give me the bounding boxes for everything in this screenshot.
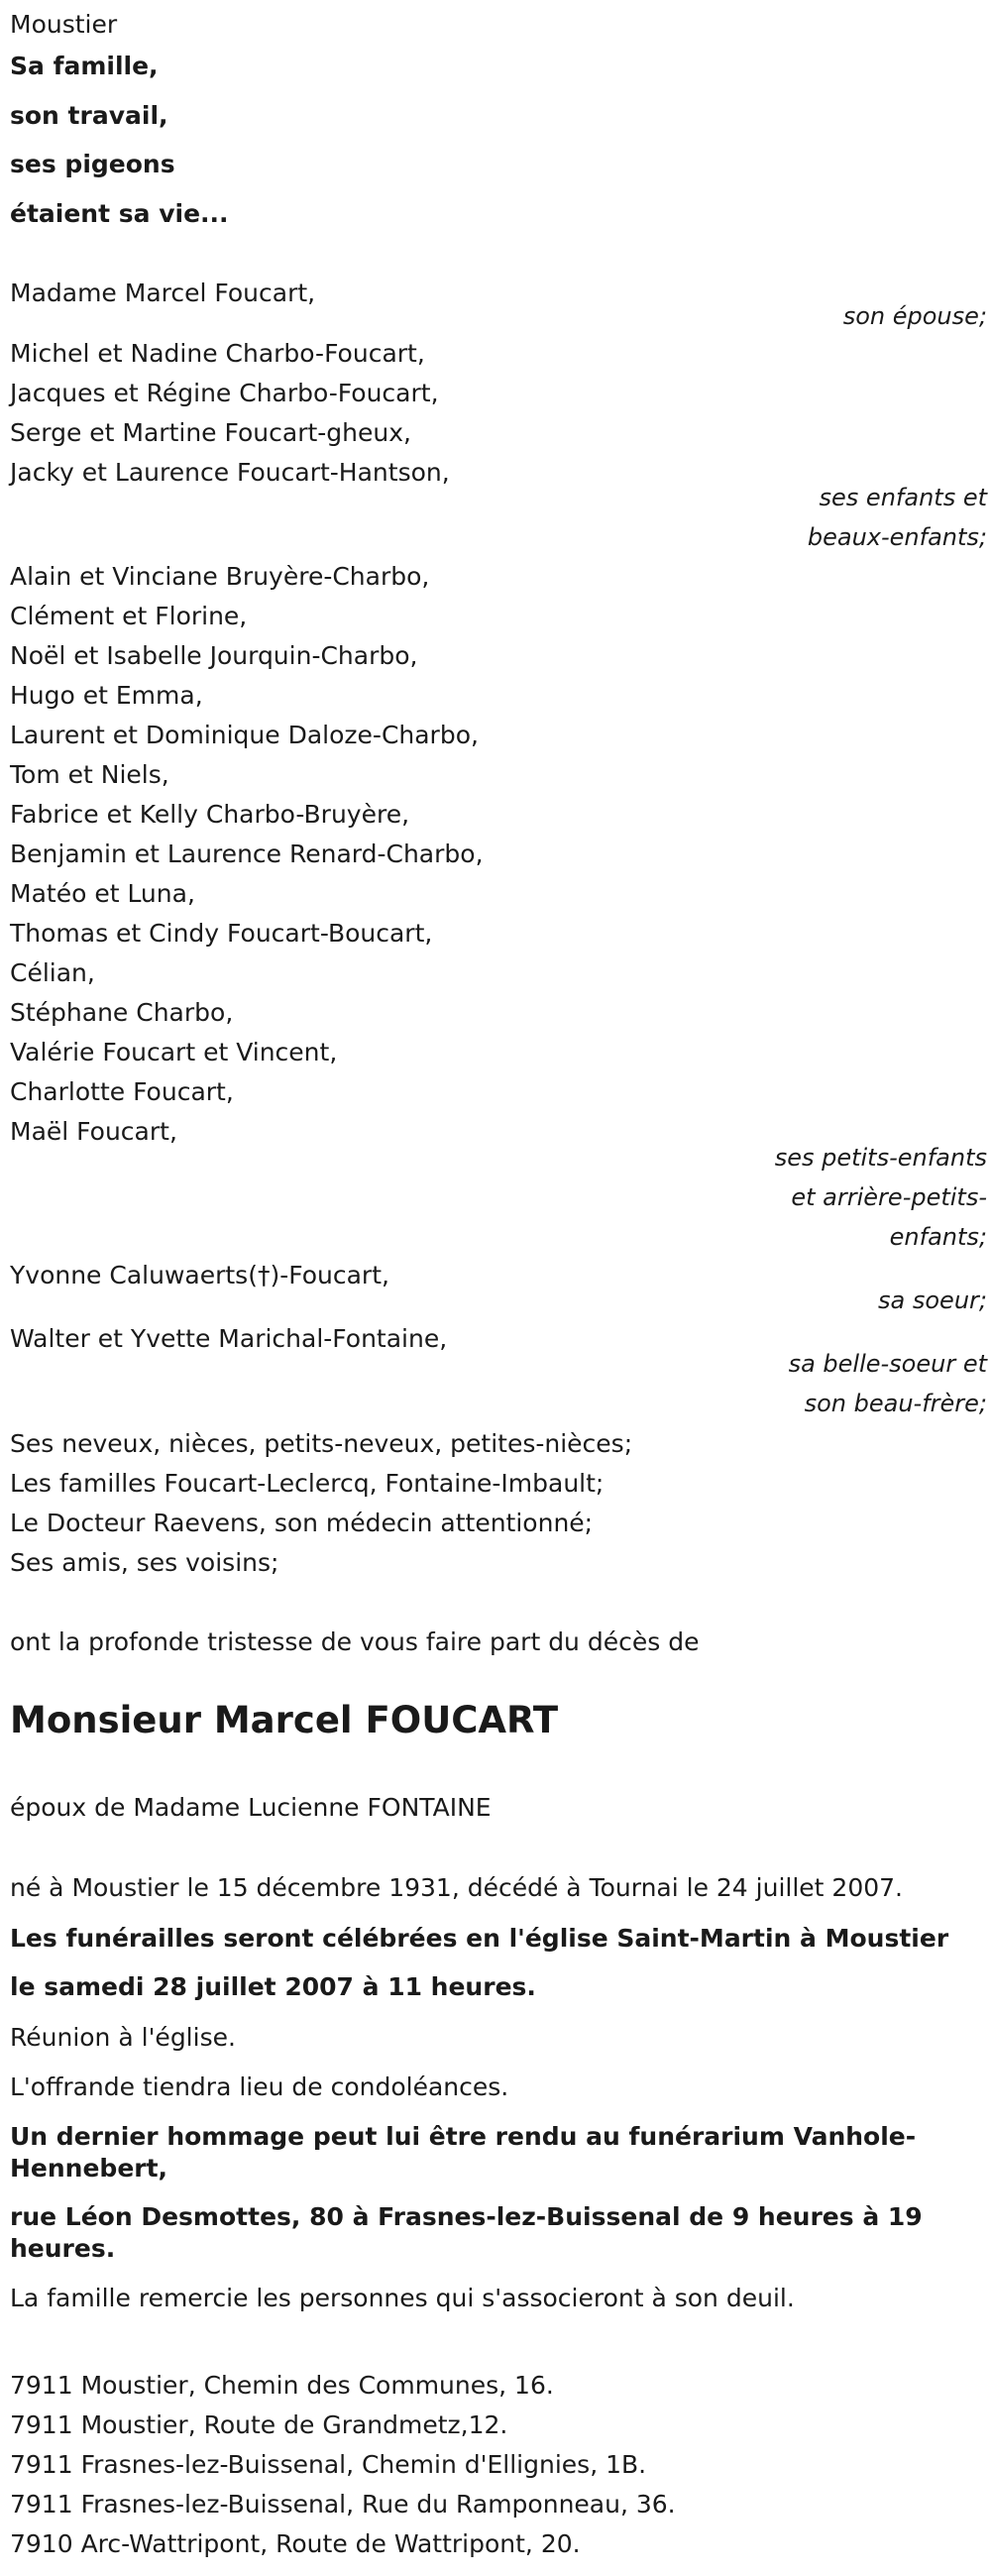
- grandchild-name: Clément et Florine,: [10, 602, 248, 630]
- tribute-info: rue Léon Desmottes, 80 à Frasnes-lez-Buissenal de 9 heures à 19: [10, 2202, 923, 2231]
- grandchild-name: Thomas et Cindy Foucart-Boucart,: [10, 919, 433, 948]
- sister-role: [878, 1281, 987, 1320]
- address-line: 7911 Moustier, Chemin des Communes, 16.: [10, 2371, 554, 2400]
- other-mourners: Le Docteur Raevens, son médecin attentionné;: [10, 1509, 594, 1537]
- role-line: beaux-enfants;: [807, 523, 987, 551]
- other-mourners: Les familles Foucart-Leclercq, Fontaine-Imbault;: [10, 1469, 605, 1498]
- grandchild-name: Alain et Vinciane Bruyère-Charbo,: [10, 562, 430, 591]
- offering-text: L'offrande tiendra lieu de condoléances.: [10, 2072, 509, 2101]
- in-laws-name: Walter et Yvette Marichal-Fontaine,: [10, 1324, 448, 1353]
- grandchild-name: Tom et Niels,: [10, 760, 169, 789]
- tribute-info: Hennebert,: [10, 2154, 168, 2183]
- grandchild-name: Charlotte Foucart,: [10, 1077, 234, 1106]
- funeral-info: le samedi 28 juillet 2007 à 11 heures.: [10, 1972, 536, 2001]
- funeral-info: Les funérailles seront célébrées en l'église Saint-Martin à Moustier: [10, 1924, 949, 1953]
- in-laws-role: [789, 1344, 987, 1423]
- grandchild-name: Maël Foucart,: [10, 1117, 177, 1146]
- grandchild-name: Laurent et Dominique Daloze-Charbo,: [10, 721, 479, 749]
- grandchildren-role: [775, 1138, 987, 1257]
- announcement-text: ont la profonde tristesse de vous faire part du décès de: [10, 1627, 700, 1656]
- motto-line: Sa famille,: [10, 52, 159, 80]
- child-name: Jacky et Laurence Foucart-Hantson,: [10, 458, 450, 487]
- role-line: sa soeur;: [878, 1287, 987, 1314]
- spouse-name: Madame Marcel Foucart,: [10, 279, 316, 307]
- spouse-of-text: époux de Madame Lucienne FONTAINE: [10, 1793, 492, 1822]
- role-line: ses enfants et: [819, 484, 987, 511]
- child-name: Michel et Nadine Charbo-Foucart,: [10, 339, 425, 368]
- grandchild-name: Noël et Isabelle Jourquin-Charbo,: [10, 641, 418, 670]
- role-line: ses petits-enfants: [774, 1144, 987, 1172]
- role-line: son beau-frère;: [804, 1390, 987, 1417]
- other-mourners: Ses amis, ses voisins;: [10, 1548, 279, 1577]
- thanks-text: La famille remercie les personnes qui s'associeront à son deuil.: [10, 2284, 795, 2312]
- role-line: son épouse;: [842, 302, 987, 330]
- children-role: [808, 478, 987, 557]
- gathering-text: Réunion à l'église.: [10, 2023, 236, 2052]
- tribute-info: Un dernier hommage peut lui être rendu au funérarium Vanhole-: [10, 2122, 917, 2151]
- deceased-name: Monsieur Marcel FOUCART: [10, 1699, 559, 1741]
- motto-line: étaient sa vie...: [10, 199, 229, 228]
- grandchild-name: Valérie Foucart et Vincent,: [10, 1038, 338, 1066]
- child-name: Jacques et Régine Charbo-Foucart,: [10, 379, 439, 407]
- grandchild-name: Hugo et Emma,: [10, 681, 203, 710]
- role-line: sa belle-soeur et: [788, 1350, 987, 1378]
- grandchild-name: Matéo et Luna,: [10, 879, 195, 908]
- address-line: 7911 Frasnes-lez-Buissenal, Chemin d'Ellignies, 1B.: [10, 2450, 647, 2479]
- village-name: Moustier: [10, 10, 118, 39]
- spouse-role: [843, 296, 987, 336]
- sister-name: Yvonne Caluwaerts(†)-Foucart,: [10, 1261, 389, 1289]
- role-line: et arrière-petits-: [791, 1183, 987, 1211]
- motto-line: son travail,: [10, 101, 168, 130]
- address-line: 7910 Arc-Wattripont, Route de Wattripont, 20.: [10, 2529, 581, 2558]
- grandchild-name: Benjamin et Laurence Renard-Charbo,: [10, 840, 484, 868]
- grandchild-name: Fabrice et Kelly Charbo-Bruyère,: [10, 800, 410, 829]
- role-line: enfants;: [889, 1223, 987, 1251]
- other-mourners: Ses neveux, nièces, petits-neveux, petites-nièces;: [10, 1429, 633, 1458]
- address-line: 7911 Frasnes-lez-Buissenal, Rue du Ramponneau, 36.: [10, 2490, 676, 2519]
- address-line: 7911 Moustier, Route de Grandmetz,12.: [10, 2410, 508, 2439]
- motto-line: ses pigeons: [10, 150, 175, 178]
- child-name: Serge et Martine Foucart-gheux,: [10, 418, 411, 447]
- birth-death-text: né à Moustier le 15 décembre 1931, décédé à Tournai le 24 juillet 2007.: [10, 1873, 903, 1902]
- grandchild-name: Stéphane Charbo,: [10, 998, 234, 1027]
- tribute-info: heures.: [10, 2234, 116, 2263]
- grandchild-name: Célian,: [10, 958, 95, 987]
